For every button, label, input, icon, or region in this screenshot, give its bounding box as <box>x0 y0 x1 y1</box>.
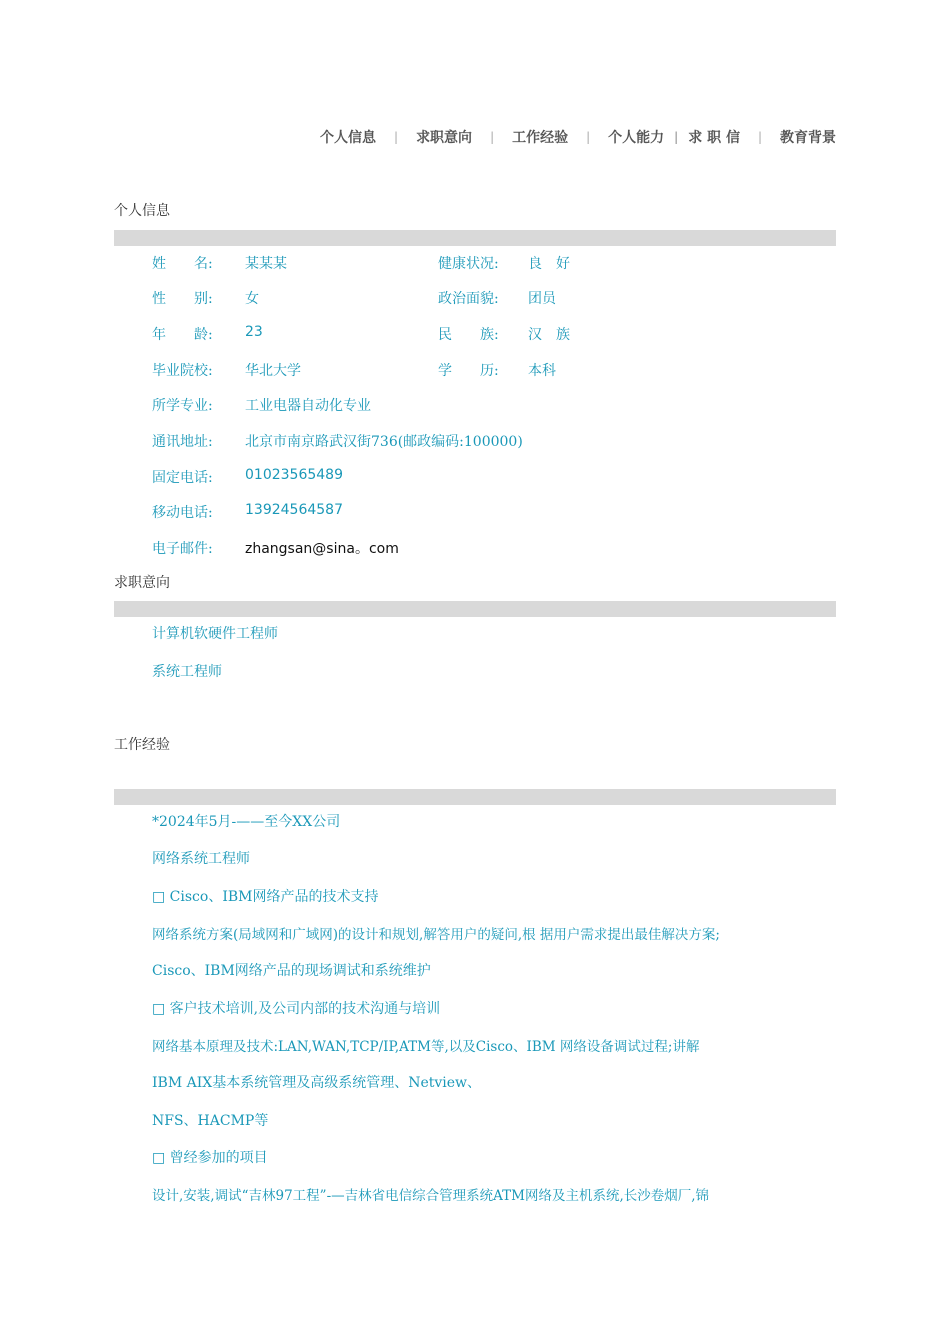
major-value: 工业电器自动化专业 <box>245 398 371 414</box>
experience-line: □ 客户技术培训,及公司内部的技术沟通与培训 <box>152 1001 441 1017</box>
section-title-personal: 个人信息 <box>114 203 170 219</box>
degree-label: 学 历: <box>438 363 499 379</box>
email-value: zhangsan@sina。com <box>245 541 399 557</box>
health-label: 健康状况: <box>438 256 499 272</box>
intent-item: 系统工程师 <box>152 664 222 680</box>
section-title-experience: 工作经验 <box>114 737 170 753</box>
experience-line: 网络系统工程师 <box>152 851 250 867</box>
politics-label: 政治面貌: <box>438 291 499 307</box>
mobile-label: 移动电话: <box>152 505 213 521</box>
nav-job-intent[interactable]: 求职意向 <box>416 130 473 146</box>
phone-label: 固定电话: <box>152 470 213 486</box>
section-divider-bar <box>114 789 836 805</box>
nav-personal-info[interactable]: 个人信息 <box>320 130 377 146</box>
experience-line: Cisco、IBM网络产品的现场调试和系统维护 <box>152 963 431 979</box>
section-divider-bar <box>114 601 836 617</box>
experience-line: *2024年5月-——至今XX公司 <box>152 814 341 830</box>
gender-value: 女 <box>245 291 259 307</box>
ethnic-label: 民 族: <box>438 327 499 343</box>
age-label: 年 龄: <box>152 327 213 343</box>
health-value: 良 好 <box>528 256 570 272</box>
age-value: 23 <box>245 324 263 340</box>
ethnic-value: 汉 族 <box>528 327 570 343</box>
experience-line: □ Cisco、IBM网络产品的技术支持 <box>152 889 379 905</box>
school-label: 毕业院校: <box>152 363 213 379</box>
politics-value: 团员 <box>528 291 556 307</box>
nav-separator: | <box>490 130 495 144</box>
experience-line: 网络系统方案(局域网和广域网)的设计和规划,解答用户的疑问,根 据用户需求提出最佳解决方案; <box>152 927 720 943</box>
experience-line: □ 曾经参加的项目 <box>152 1150 268 1166</box>
mobile-value: 13924564587 <box>245 502 343 518</box>
email-label: 电子邮件: <box>152 541 213 557</box>
name-value: 某某某 <box>245 256 287 272</box>
nav-abilities[interactable]: 个人能力 <box>608 130 665 146</box>
name-label: 姓 名: <box>152 256 213 272</box>
address-value: 北京市南京路武汉街736(邮政编码:100000) <box>245 434 523 450</box>
school-value: 华北大学 <box>245 363 301 379</box>
experience-line: 网络基本原理及技术:LAN,WAN,TCP/IP,ATM等,以及Cisco、IBM 网络设备调试过程;讲解 <box>152 1039 700 1055</box>
nav-work-experience[interactable]: 工作经验 <box>512 130 569 146</box>
address-label: 通讯地址: <box>152 434 213 450</box>
nav-cover-letter[interactable]: 求 职 信 <box>688 130 740 146</box>
gender-label: 性 别: <box>152 291 213 307</box>
top-nav <box>320 127 836 147</box>
experience-line: NFS、HACMP等 <box>152 1113 269 1129</box>
section-title-intent: 求职意向 <box>114 575 170 591</box>
intent-item: 计算机软硬件工程师 <box>152 626 278 642</box>
section-divider-bar <box>114 230 836 246</box>
experience-line: IBM AIX基本系统管理及高级系统管理、Netview、 <box>152 1075 482 1091</box>
nav-separator: | <box>394 130 399 144</box>
degree-value: 本科 <box>528 363 556 379</box>
phone-value: 01023565489 <box>245 467 343 483</box>
nav-separator: | <box>586 130 591 144</box>
major-label: 所学专业: <box>152 398 213 414</box>
experience-line: 设计,安装,调试“吉林97工程”-—吉林省电信综合管理系统ATM网络及主机系统,长沙卷烟厂,锦 <box>152 1188 710 1204</box>
nav-separator: | <box>674 130 679 144</box>
nav-education[interactable]: 教育背景 <box>780 130 836 146</box>
nav-separator: | <box>757 130 762 144</box>
